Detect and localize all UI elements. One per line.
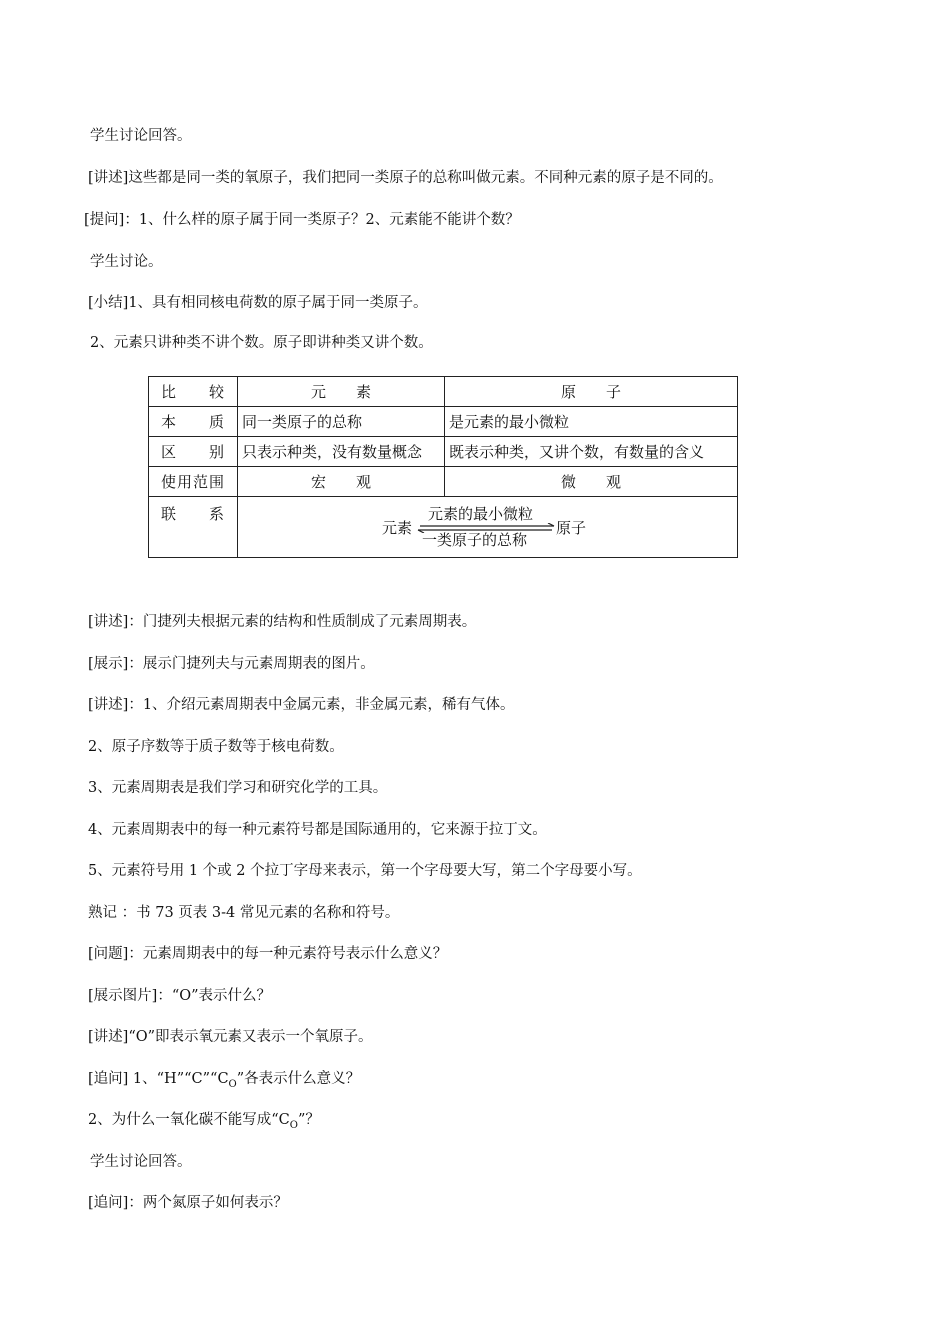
table-cell: 使用范围 bbox=[149, 467, 238, 497]
table-cell: 微 观 bbox=[445, 467, 738, 497]
text-line: [提问]：1、什么样的原子属于同一类原子？2、元素能不能讲个数？ bbox=[84, 212, 520, 228]
text-line: 2、元素只讲种类不讲个数。原子即讲种类又讲个数。 bbox=[90, 335, 433, 351]
relation-left: 元素 bbox=[382, 519, 413, 537]
table-row bbox=[149, 407, 738, 437]
text-line: [讲述]这些都是同一类的氧原子，我们把同一类原子的总称叫做元素。不同种元素的原子是不同的。 bbox=[88, 170, 723, 186]
table-cell: 既表示种类，又讲个数，有数量的含义 bbox=[445, 437, 738, 467]
text-line: 5、元素符号用 1 个或 2 个拉丁字母来表示，第一个字母要大写，第二个字母要小写。 bbox=[88, 863, 642, 879]
comparison-table bbox=[148, 376, 738, 558]
table-cell: 比 较 bbox=[149, 377, 238, 407]
relation-bottom-label: 一类原子的总称 bbox=[422, 531, 528, 549]
text-line: [讲述]“O”即表示氧元素又表示一个氧原子。 bbox=[88, 1029, 373, 1045]
table-cell: 元 素 bbox=[238, 377, 445, 407]
table-cell: 本 质 bbox=[149, 407, 238, 437]
subscript: O bbox=[289, 1119, 298, 1131]
table-cell: 是元素的最小微粒 bbox=[445, 407, 738, 437]
relation-diagram bbox=[242, 503, 733, 551]
text-line: 2、原子序数等于质子数等于核电荷数。 bbox=[88, 739, 344, 755]
relation-cell bbox=[238, 497, 738, 558]
text-line: [讲述]：门捷列夫根据元素的结构和性质制成了元素周期表。 bbox=[88, 614, 477, 630]
text-line: 学生讨论。 bbox=[90, 254, 163, 270]
text-line: 学生讨论回答。 bbox=[90, 128, 192, 144]
text-segment: [追问] 1、“H”“C”“C bbox=[88, 1071, 229, 1087]
text-line bbox=[88, 1110, 320, 1136]
text-line: [讲述]：1、介绍元素周期表中金属元素，非金属元素，稀有气体。 bbox=[88, 697, 515, 713]
text-line: 3、元素周期表是我们学习和研究化学的工具。 bbox=[88, 780, 388, 796]
table-row bbox=[149, 497, 738, 558]
subscript: O bbox=[228, 1078, 237, 1090]
text-line: [展示]：展示门捷列夫与元素周期表的图片。 bbox=[88, 656, 375, 672]
text-segment: ”？ bbox=[297, 1112, 320, 1128]
text-line: 学生讨论回答。 bbox=[90, 1154, 192, 1170]
text-line: [问题]：元素周期表中的每一种元素符号表示什么意义？ bbox=[88, 946, 448, 962]
text-segment: 2、为什么一氧化碳不能写成“C bbox=[88, 1112, 290, 1128]
table-row bbox=[149, 437, 738, 467]
text-line bbox=[88, 1069, 360, 1095]
table-cell: 宏 观 bbox=[238, 467, 445, 497]
table-cell: 原 子 bbox=[445, 377, 738, 407]
text-line: 熟记 ：书 73 页表 3-4 常见元素的名称和符号。 bbox=[88, 905, 400, 921]
table-cell: 区 别 bbox=[149, 437, 238, 467]
text-line: [小结]1、具有相同核电荷数的原子属于同一类原子。 bbox=[88, 295, 428, 311]
text-line: [展示图片]：“O”表示什么？ bbox=[88, 988, 272, 1004]
table-header-row bbox=[149, 377, 738, 407]
table-row bbox=[149, 467, 738, 497]
text-segment: ”各表示什么意义？ bbox=[236, 1071, 361, 1087]
text-line: 4、元素周期表中的每一种元素符号都是国际通用的，它来源于拉丁文。 bbox=[88, 822, 547, 838]
table-cell: 只表示种类，没有数量概念 bbox=[238, 437, 445, 467]
text-line: [追问]：两个氮原子如何表示？ bbox=[88, 1195, 288, 1211]
table-cell: 同一类原子的总称 bbox=[238, 407, 445, 437]
table-cell: 联 系 bbox=[149, 497, 238, 558]
relation-right: 原子 bbox=[556, 519, 587, 537]
relation-top-label: 元素的最小微粒 bbox=[428, 505, 534, 523]
